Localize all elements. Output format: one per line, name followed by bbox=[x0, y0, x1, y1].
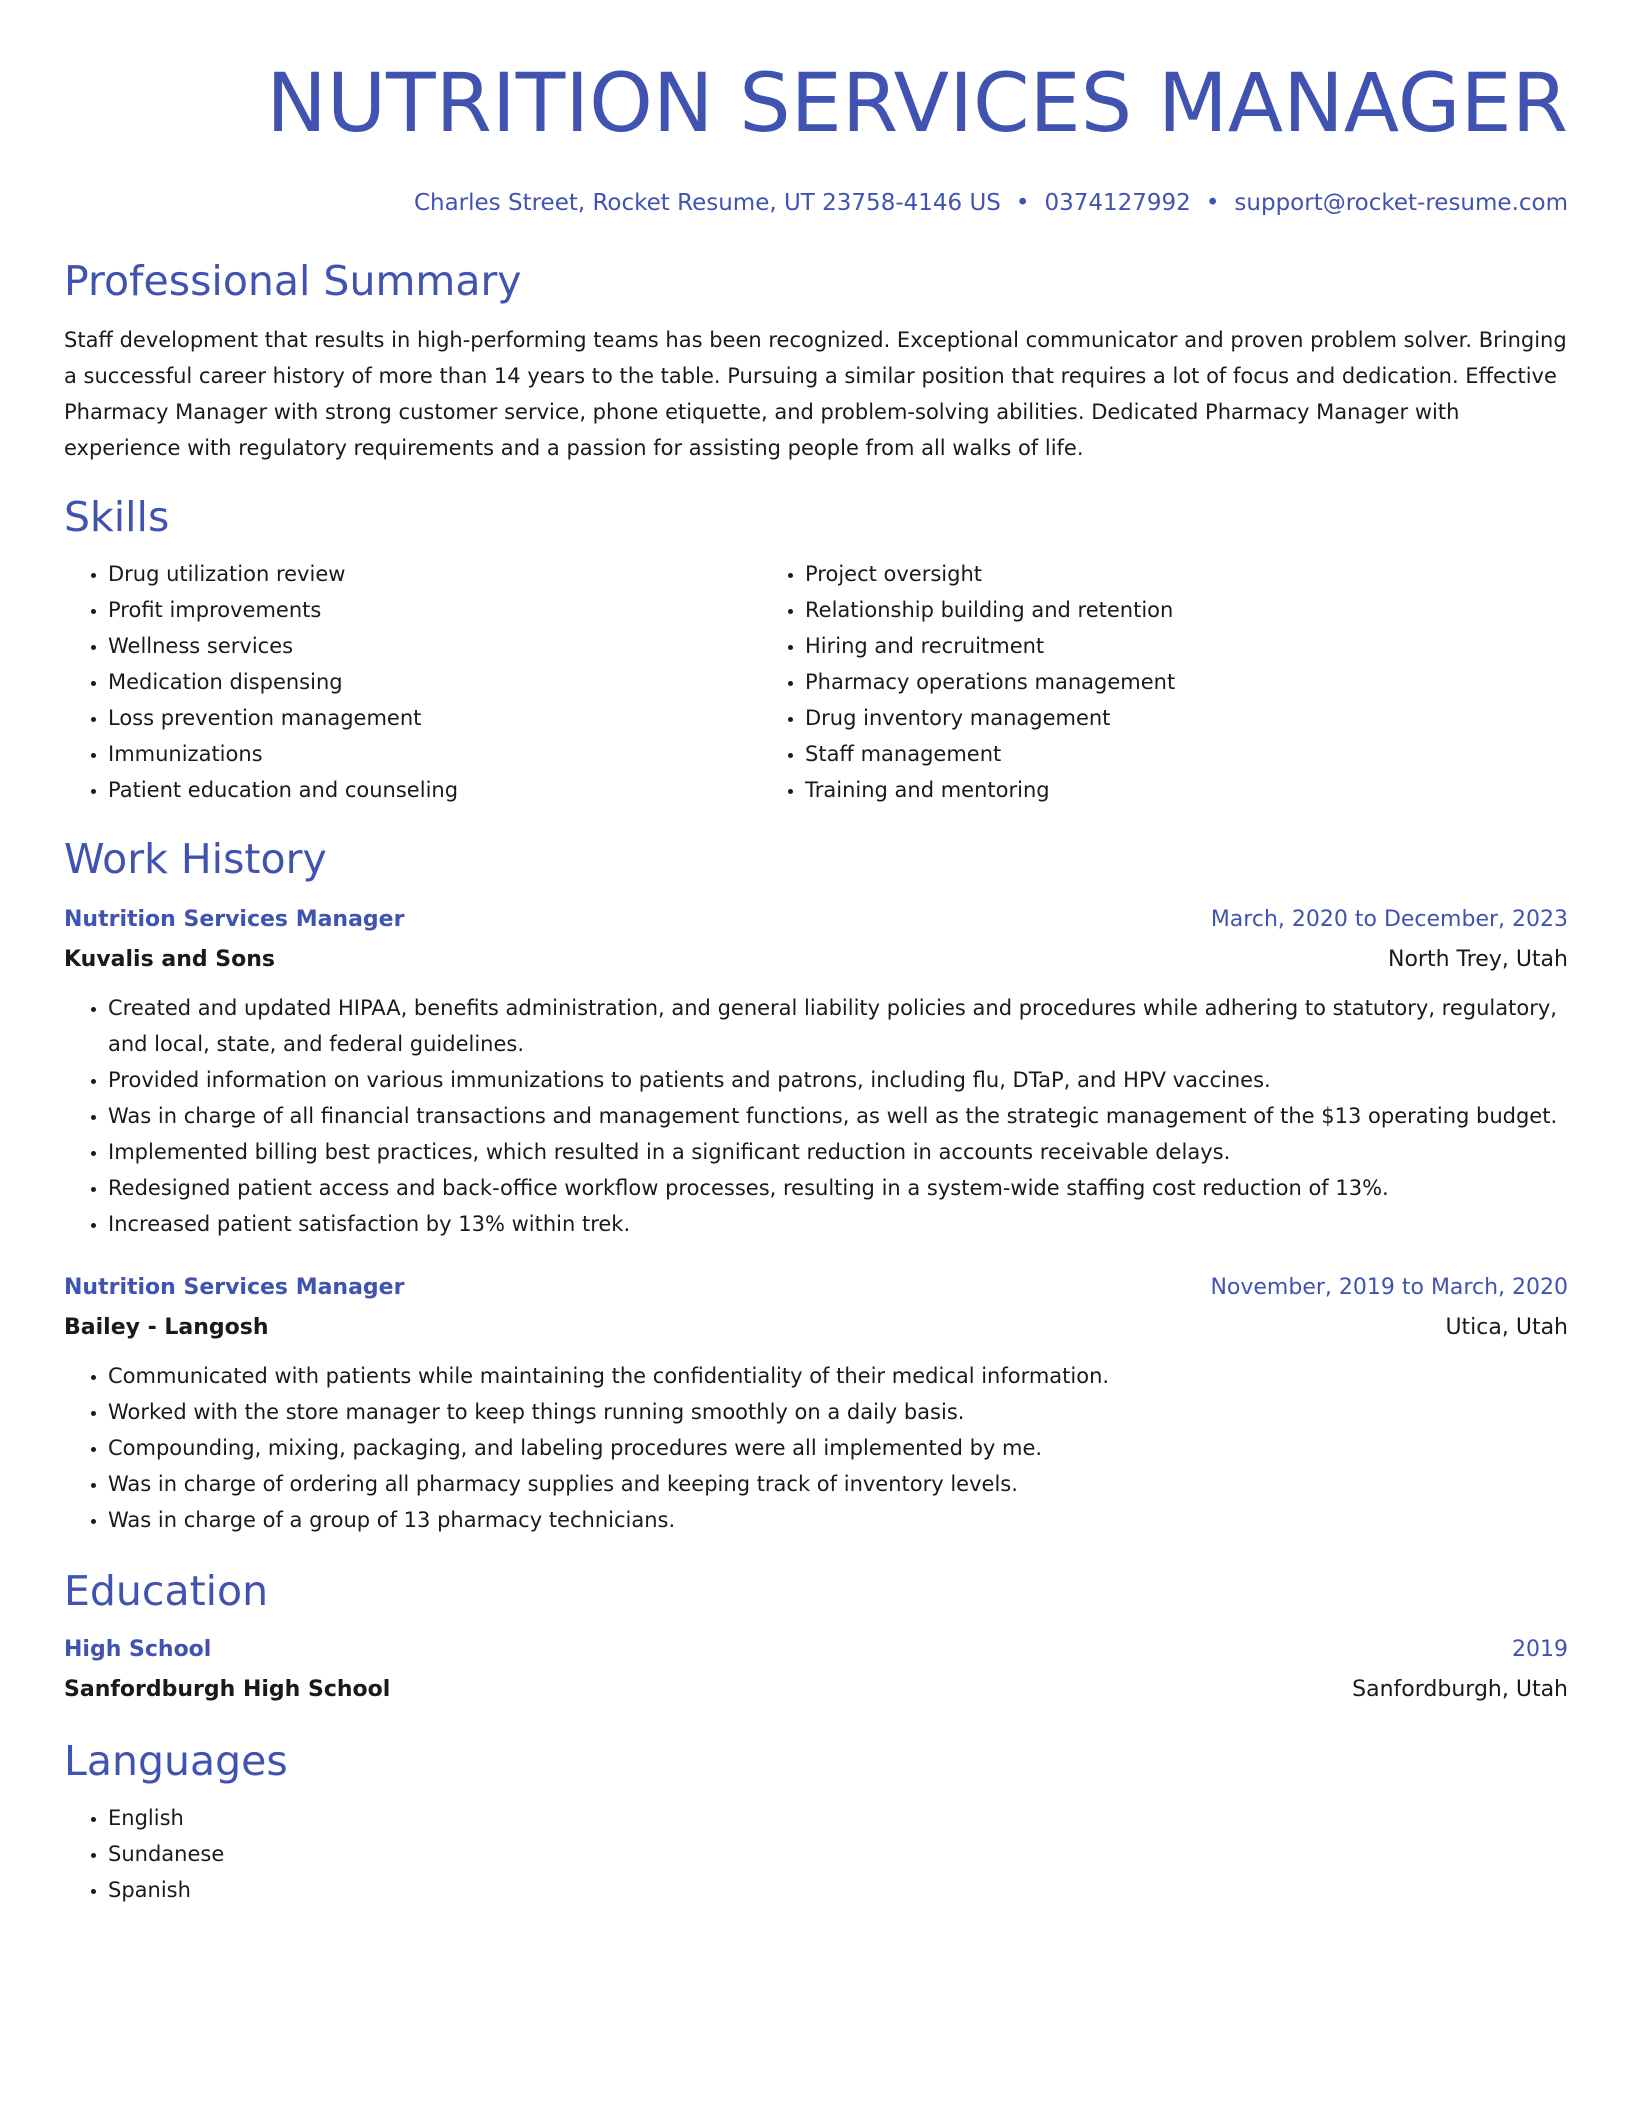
skills-column-right bbox=[761, 556, 1175, 808]
skill-item: • Pharmacy operations management bbox=[805, 664, 1175, 700]
contact-separator: • bbox=[1015, 190, 1030, 216]
contact-separator: • bbox=[1205, 190, 1220, 216]
education-year: 2019 bbox=[1512, 1637, 1568, 1662]
skill-item: • Immunizations bbox=[108, 736, 761, 772]
summary-section-title: Professional Summary bbox=[64, 257, 522, 305]
job-bullet: • Was in charge of ordering all pharmacy supplies and keeping track of inventory levels. bbox=[108, 1466, 1568, 1502]
skill-item: • Drug inventory management bbox=[805, 700, 1175, 736]
job-bullet: • Created and updated HIPAA, benefits administration, and general liability policies and procedures while adhering to statutory, regulatory, and local, state, and federal guidelines. bbox=[108, 990, 1568, 1062]
job-bullet: • Compounding, mixing, packaging, and labeling procedures were all implemented by me. bbox=[108, 1430, 1568, 1466]
job-bullet: • Redesigned patient access and back-office workflow processes, resulting in a system-wide staffing cost reduction of 13%. bbox=[108, 1170, 1568, 1206]
job-bullets bbox=[64, 1358, 1568, 1538]
job-bullet: • Was in charge of all financial transactions and management functions, as well as the strategic management of the $13 operating budget. bbox=[108, 1098, 1568, 1134]
job-bullets bbox=[64, 990, 1568, 1242]
skill-item: • Hiring and recruitment bbox=[805, 628, 1175, 664]
education-header bbox=[64, 1634, 1568, 1666]
language-item: • Spanish bbox=[108, 1872, 1568, 1908]
job-dates: March, 2020 to December, 2023 bbox=[1210, 907, 1568, 932]
skill-item: • Medication dispensing bbox=[108, 664, 761, 700]
skills-section-title: Skills bbox=[64, 493, 170, 541]
education-school: Sanfordburgh High School bbox=[64, 1677, 391, 1702]
resume-name-heading: NUTRITION SERVICES MANAGER bbox=[266, 57, 1568, 151]
skill-item: • Drug utilization review bbox=[108, 556, 761, 592]
skill-item: • Staff management bbox=[805, 736, 1175, 772]
job-bullet: • Implemented billing best practices, which resulted in a significant reduction in accounts receivable delays. bbox=[108, 1134, 1568, 1170]
job-company: Bailey - Langosh bbox=[64, 1315, 269, 1340]
job-subheader bbox=[64, 1312, 1568, 1344]
language-item: • Sundanese bbox=[108, 1836, 1568, 1872]
education-entry bbox=[64, 1634, 1568, 1706]
education-degree: High School bbox=[64, 1637, 212, 1662]
job-header bbox=[64, 1272, 1568, 1304]
job-dates: November, 2019 to March, 2020 bbox=[1210, 1275, 1568, 1300]
contact-line bbox=[64, 188, 1568, 218]
job-bullet: • Increased patient satisfaction by 13% within trek. bbox=[108, 1206, 1568, 1242]
education-location: Sanfordburgh, Utah bbox=[1352, 1677, 1568, 1702]
job-location: Utica, Utah bbox=[1445, 1315, 1568, 1340]
education-subheader bbox=[64, 1674, 1568, 1706]
skill-item: • Wellness services bbox=[108, 628, 761, 664]
skill-item: • Patient education and counseling bbox=[108, 772, 761, 808]
education-section-title: Education bbox=[64, 1567, 269, 1615]
job-entry bbox=[64, 1272, 1568, 1538]
work-history-section-title: Work History bbox=[64, 835, 327, 883]
job-entry bbox=[64, 904, 1568, 1242]
job-role: Nutrition Services Manager bbox=[64, 1275, 405, 1300]
summary-text: Staff development that results in high-performing teams has been recognized. Exceptional communicator and proven problem solver. Bringing a successful career history of more than 14 years to the table. Pursuing a similar position that requires a lot of focus and dedication. Effective Pharmacy Manager with strong customer service, phone etiquette, and problem-solving abilities. Dedicated Pharmacy Manager with experience with regulatory requirements and a passion for assisting people from all walks of life. bbox=[64, 328, 1567, 460]
contact-phone: 0374127992 bbox=[1044, 190, 1191, 216]
job-location: North Trey, Utah bbox=[1388, 947, 1568, 972]
skill-item: • Profit improvements bbox=[108, 592, 761, 628]
job-header bbox=[64, 904, 1568, 936]
job-role: Nutrition Services Manager bbox=[64, 907, 405, 932]
skill-item: • Project oversight bbox=[805, 556, 1175, 592]
job-bullet: • Provided information on various immunizations to patients and patrons, including flu, DTaP, and HPV vaccines. bbox=[108, 1062, 1568, 1098]
skills-list bbox=[64, 556, 1568, 808]
skills-column-left bbox=[64, 556, 761, 808]
job-bullet: • Worked with the store manager to keep things running smoothly on a daily basis. bbox=[108, 1394, 1568, 1430]
skill-item: • Relationship building and retention bbox=[805, 592, 1175, 628]
skill-item: • Loss prevention management bbox=[108, 700, 761, 736]
language-item: • English bbox=[108, 1800, 1568, 1836]
job-bullet: • Communicated with patients while maintaining the confidentiality of their medical information. bbox=[108, 1358, 1568, 1394]
contact-address: Charles Street, Rocket Resume, UT 23758-4146 US bbox=[413, 190, 1001, 216]
job-company: Kuvalis and Sons bbox=[64, 947, 275, 972]
skill-item: • Training and mentoring bbox=[805, 772, 1175, 808]
job-subheader bbox=[64, 944, 1568, 976]
contact-email: support@rocket-resume.com bbox=[1234, 190, 1568, 216]
job-bullet: • Was in charge of a group of 13 pharmacy technicians. bbox=[108, 1502, 1568, 1538]
languages-list bbox=[64, 1800, 1568, 1908]
languages-section-title: Languages bbox=[64, 1737, 288, 1785]
